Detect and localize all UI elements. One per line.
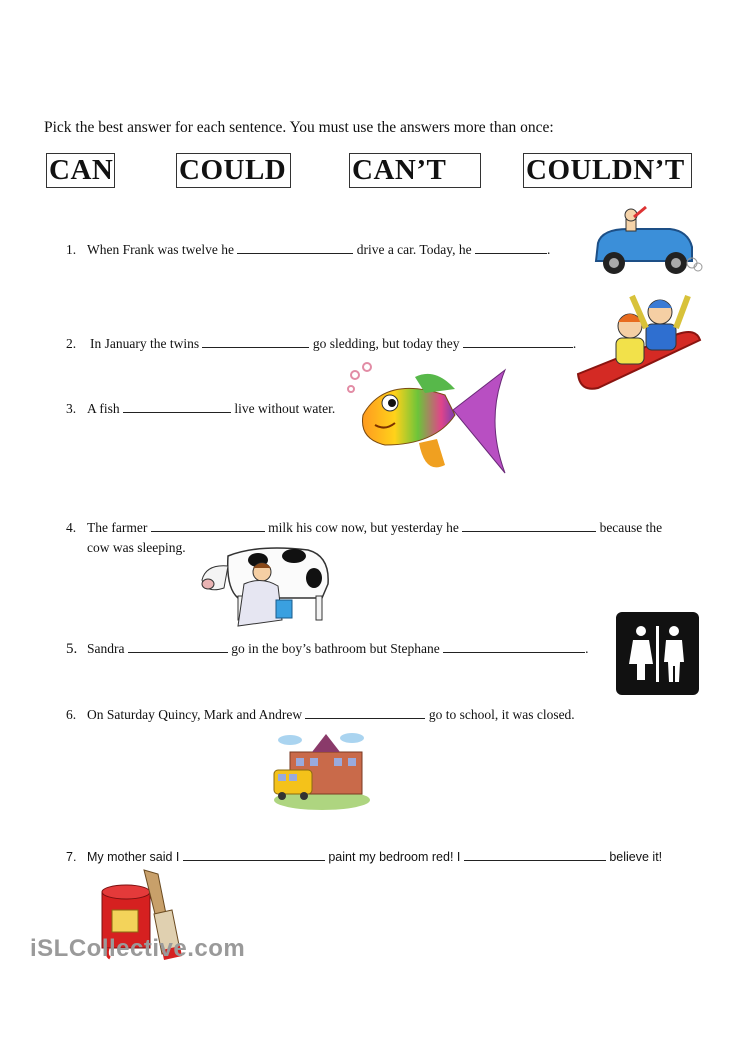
question-number: 3.: [66, 401, 77, 416]
question-number: 4.: [66, 520, 77, 535]
question-5: [66, 640, 626, 660]
question-6: [66, 706, 626, 726]
question-number: 1.: [66, 242, 77, 257]
question-text: cow was sleeping.: [87, 540, 186, 555]
farmer-cow-illustration: [198, 538, 338, 633]
answer-box-can: CAN: [46, 153, 115, 188]
question-text: live without water.: [234, 401, 336, 416]
question-number: 7.: [66, 850, 77, 864]
answer-blank[interactable]: [151, 519, 265, 532]
answer-blank[interactable]: [463, 335, 573, 348]
question-text: In January the twins: [90, 336, 200, 351]
question-text: go in the boy’s bathroom but Stephane: [231, 641, 440, 656]
answer-blank[interactable]: [443, 640, 585, 653]
question-text: go sledding, but today they: [312, 336, 460, 351]
answer-blank[interactable]: [202, 335, 309, 348]
answer-box-could: COULD: [176, 153, 291, 188]
question-4: [66, 519, 706, 559]
question-text: Sandra: [87, 641, 125, 656]
sledding-kids-illustration: [574, 288, 704, 398]
question-text: My mother said I: [87, 850, 180, 864]
answer-blank[interactable]: [475, 241, 547, 254]
question-text: because the: [599, 520, 663, 535]
question-text: The farmer: [87, 520, 148, 535]
question-text: believe it!: [609, 850, 663, 864]
answer-blank[interactable]: [305, 706, 425, 719]
question-number: 6.: [66, 707, 77, 722]
school-illustration: [272, 726, 372, 812]
question-text: On Saturday Quincy, Mark and Andrew: [87, 707, 303, 722]
fish-illustration: [345, 365, 510, 485]
restroom-sign-icon: [616, 612, 699, 695]
answer-blank[interactable]: [183, 848, 325, 861]
question-text: go to school, it was closed.: [428, 707, 575, 722]
answer-blank[interactable]: [128, 640, 228, 653]
question-1: [66, 241, 586, 261]
question-2: [66, 335, 606, 355]
watermark: iSLCollective.com: [30, 935, 246, 962]
answer-blank[interactable]: [464, 848, 606, 861]
answer-box-couldnt: COULDN’T: [523, 153, 692, 188]
question-text: paint my bedroom red! I: [328, 850, 461, 864]
question-3: [66, 400, 366, 420]
answer-blank[interactable]: [237, 241, 353, 254]
question-7: [66, 848, 686, 868]
question-text: When Frank was twelve he: [87, 242, 234, 257]
question-number: 2.: [66, 336, 77, 351]
question-text: drive a car. Today, he: [356, 242, 472, 257]
question-text: .: [546, 242, 551, 257]
instructions: Pick the best answer for each sentence. You must use the answers more than once:: [44, 119, 554, 136]
question-text: A fish: [87, 401, 120, 416]
question-text: milk his cow now, but yesterday he: [268, 520, 459, 535]
question-number: 5.: [66, 641, 78, 657]
answer-blank[interactable]: [123, 400, 231, 413]
car-illustration: [588, 205, 703, 280]
question-text: .: [585, 641, 589, 656]
question-text: .: [572, 336, 577, 351]
answer-box-cant: CAN’T: [349, 153, 481, 188]
answer-blank[interactable]: [462, 519, 596, 532]
